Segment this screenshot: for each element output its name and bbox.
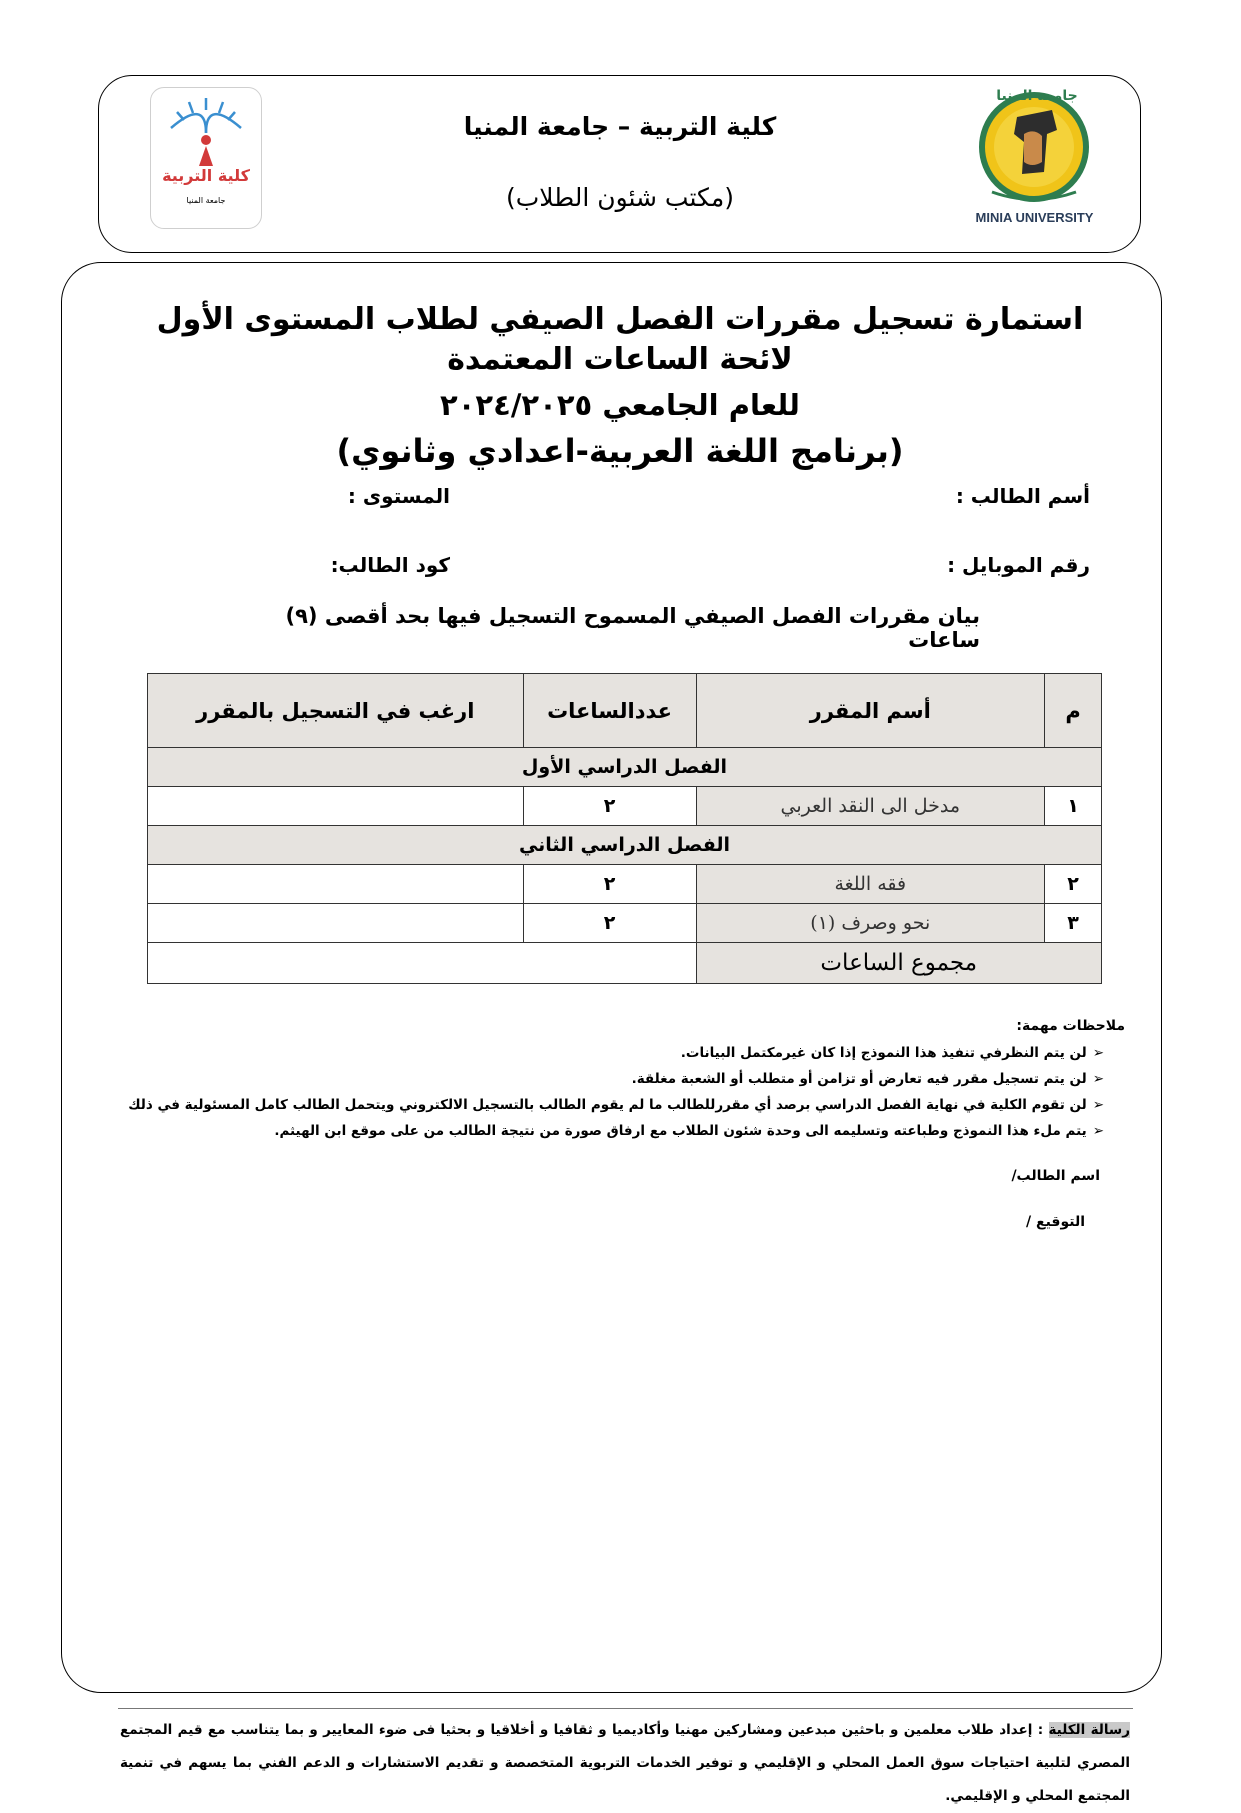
signature-sign-label: التوقيع / — [1026, 1214, 1085, 1230]
note-text: لن تقوم الكلية في نهاية الفصل الدراسي برصد أي مقررللطالب ما لم يقوم الطالب بالتسجيل الالكتروني ويتحمل الطالب كامل المسئولية في ذلك — [128, 1097, 1087, 1113]
university-logo-ring-text: جامعة المنيا — [996, 88, 1078, 104]
note-item — [104, 1092, 1104, 1118]
total-hours-value[interactable] — [148, 943, 697, 984]
mobile-label: رقم الموبايل : — [947, 553, 1090, 577]
allowed-courses-statement: بيان مقررات الفصل الصيفي المسموح التسجيل فيها بحد أقصى (٩) ساعات — [285, 604, 980, 652]
note-text: يتم ملء هذا النموذج وطباعته وتسليمه الى وحدة شئون الطلاب مع ارفاق صورة من نتيجة الطالب من على موقع ابن الهيثم. — [274, 1123, 1087, 1139]
notes-heading: ملاحظات مهمة: — [1016, 1018, 1125, 1034]
notes-list — [104, 1040, 1104, 1144]
mission-text: : إعداد طلاب معلمين و باحثين مبدعين ومشاركين مهنيا وأكاديميا و ثقافيا و أخلاقيا و بحثيا فى ضوء المعايير و بما يتناسب مع قيم المجتمع المصري لتلبية احتياجات سوق العمل المحلي و الإقليمي و توفير الخدمات التربوية المتخصصة و تقديم الاستشارات و الدعم الفني بما يسهم في تنمية المجتمع المحلي و الإقليمي. — [120, 1722, 1130, 1804]
signature-name-label: اسم الطالب/ — [1011, 1168, 1100, 1184]
courses-table — [147, 673, 1102, 984]
course-name: مدخل الى النقد العربي — [696, 787, 1045, 826]
program-name: (برنامج اللغة العربية-اعدادي وثانوي) — [336, 432, 904, 470]
total-row — [148, 943, 1102, 984]
student-code-label: كود الطالب: — [330, 553, 450, 577]
university-logo-text: MINIA UNIVERSITY — [975, 210, 1094, 225]
course-name: فقه اللغة — [696, 865, 1045, 904]
student-name-label: أسم الطالب : — [955, 484, 1090, 508]
semester-2-label: الفصل الدراسي الثاني — [148, 826, 1102, 865]
mission-label: رسالة الكلية — [1048, 1722, 1130, 1738]
arrow-bullet-icon: ➢ — [1092, 1097, 1104, 1113]
semester-row — [148, 826, 1102, 865]
register-cell[interactable] — [148, 787, 524, 826]
course-number: ٣ — [1045, 904, 1102, 943]
course-hours: ٢ — [523, 865, 696, 904]
course-number: ١ — [1045, 787, 1102, 826]
table-header-row — [148, 674, 1102, 748]
level-label: المستوى : — [347, 484, 450, 508]
col-header-hours: عددالساعات — [523, 674, 696, 748]
faculty-logo-text: كلية التربية — [162, 166, 250, 185]
col-header-register: ارغب في التسجيل بالمقرر — [148, 674, 524, 748]
register-cell[interactable] — [148, 904, 524, 943]
arrow-bullet-icon: ➢ — [1092, 1071, 1104, 1087]
form-title: استمارة تسجيل مقررات الفصل الصيفي لطلاب المستوى الأول لائحة الساعات المعتمدة — [156, 302, 1084, 377]
course-hours: ٢ — [523, 904, 696, 943]
academic-year: للعام الجامعي ٢٠٢٤/٢٠٢٥ — [440, 388, 800, 422]
note-text: لن يتم النظرفي تنفيذ هذا النموذج إذا كان غيرمكتمل البيانات. — [680, 1045, 1087, 1061]
faculty-mission — [120, 1714, 1130, 1813]
arrow-bullet-icon: ➢ — [1092, 1123, 1104, 1139]
university-logo — [962, 82, 1107, 232]
table-row — [148, 787, 1102, 826]
col-header-number: م — [1045, 674, 1102, 748]
course-hours: ٢ — [523, 787, 696, 826]
course-name: نحو وصرف (١) — [696, 904, 1045, 943]
office-name: (مكتب شئون الطلاب) — [506, 183, 734, 212]
semester-row — [148, 748, 1102, 787]
register-cell[interactable] — [148, 865, 524, 904]
note-item — [104, 1066, 1104, 1092]
faculty-logo — [150, 87, 262, 229]
semester-1-label: الفصل الدراسي الأول — [148, 748, 1102, 787]
table-row — [148, 865, 1102, 904]
footer-divider — [118, 1708, 1133, 1709]
faculty-logo-subtext: جامعة المنيا — [186, 196, 226, 205]
total-hours-label: مجموع الساعات — [696, 943, 1102, 984]
note-text: لن يتم تسجيل مقرر فيه تعارض أو تزامن أو متطلب أو الشعبة مغلقة. — [631, 1071, 1087, 1087]
col-header-course-name: أسم المقرر — [696, 674, 1045, 748]
note-item — [104, 1040, 1104, 1066]
arrow-bullet-icon: ➢ — [1092, 1045, 1104, 1061]
table-row — [148, 904, 1102, 943]
book-person-icon — [151, 88, 261, 228]
faculty-title: كلية التربية – جامعة المنيا — [463, 112, 777, 141]
course-number: ٢ — [1045, 865, 1102, 904]
note-item — [104, 1118, 1104, 1144]
